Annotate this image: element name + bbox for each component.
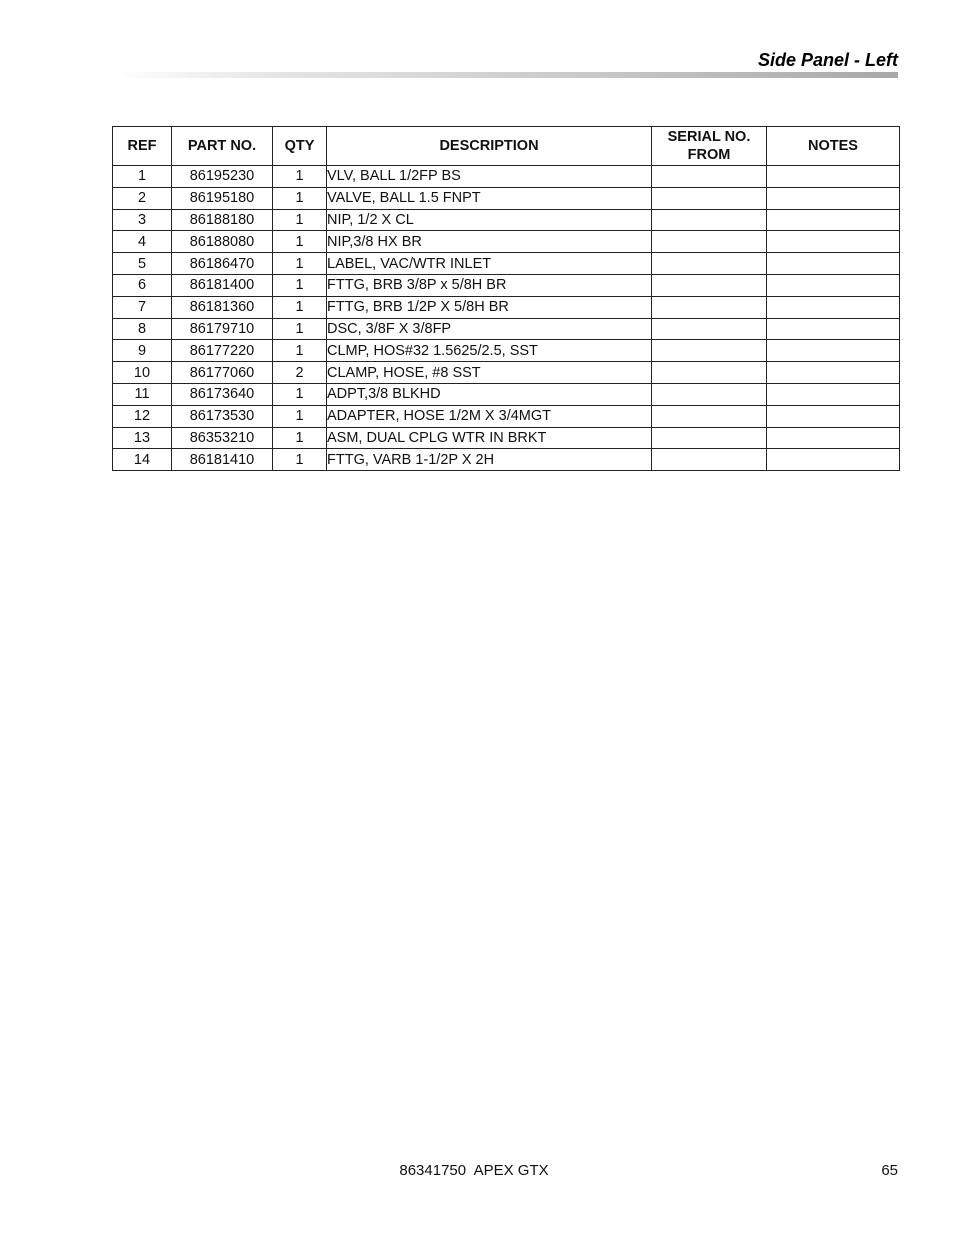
- cell-ref: 6: [113, 274, 172, 296]
- header-rule: [112, 72, 898, 78]
- cell-serial-from: [652, 231, 767, 253]
- cell-serial-from: [652, 340, 767, 362]
- cell-ref: 13: [113, 427, 172, 449]
- col-part-no-header: PART NO.: [172, 127, 273, 166]
- cell-ref: 10: [113, 362, 172, 384]
- cell-qty: 2: [273, 362, 327, 384]
- cell-qty: 1: [273, 383, 327, 405]
- cell-serial-from: [652, 209, 767, 231]
- cell-part-no: 86177060: [172, 362, 273, 384]
- cell-ref: 7: [113, 296, 172, 318]
- cell-part-no: 86177220: [172, 340, 273, 362]
- cell-qty: 1: [273, 296, 327, 318]
- cell-qty: 1: [273, 449, 327, 471]
- table-row: [113, 253, 900, 275]
- cell-part-no: 86181400: [172, 274, 273, 296]
- col-description-header: DESCRIPTION: [327, 127, 652, 166]
- footer-doc-id-text: 86341750 APEX GTX: [399, 1162, 549, 1179]
- cell-notes: [767, 296, 900, 318]
- cell-serial-from: [652, 274, 767, 296]
- cell-qty: 1: [273, 405, 327, 427]
- cell-description: VLV, BALL 1/2FP BS: [327, 166, 652, 188]
- cell-part-no: 86353210: [172, 427, 273, 449]
- cell-part-no: 86181410: [172, 449, 273, 471]
- cell-part-no: 86186470: [172, 253, 273, 275]
- table-row: [113, 383, 900, 405]
- cell-serial-from: [652, 383, 767, 405]
- cell-ref: 14: [113, 449, 172, 471]
- cell-notes: [767, 209, 900, 231]
- cell-qty: 1: [273, 274, 327, 296]
- cell-description: DSC, 3/8F X 3/8FP: [327, 318, 652, 340]
- table-row: [113, 362, 900, 384]
- table-row: [113, 231, 900, 253]
- cell-notes: [767, 318, 900, 340]
- col-serial-header-line2: FROM: [687, 147, 731, 163]
- cell-notes: [767, 340, 900, 362]
- cell-notes: [767, 187, 900, 209]
- cell-notes: [767, 383, 900, 405]
- cell-notes: [767, 449, 900, 471]
- cell-part-no: 86179710: [172, 318, 273, 340]
- cell-serial-from: [652, 187, 767, 209]
- cell-description: FTTG, VARB 1-1/2P X 2H: [327, 449, 652, 471]
- page-title: Side Panel - Left: [757, 50, 898, 70]
- page-header: [0, 44, 898, 80]
- table-row: [113, 318, 900, 340]
- cell-part-no: 86195230: [172, 166, 273, 188]
- cell-serial-from: [652, 318, 767, 340]
- cell-serial-from: [652, 166, 767, 188]
- cell-qty: 1: [273, 187, 327, 209]
- cell-serial-from: [652, 427, 767, 449]
- page-number: 65: [881, 1162, 898, 1179]
- table-row: [113, 274, 900, 296]
- table-row: [113, 427, 900, 449]
- cell-ref: 12: [113, 405, 172, 427]
- table-row: [113, 166, 900, 188]
- header-row: [113, 127, 900, 166]
- cell-serial-from: [652, 296, 767, 318]
- col-serial-header-line1: SERIAL NO.: [667, 129, 751, 145]
- table-row: [113, 209, 900, 231]
- footer-doc-id: [0, 1162, 954, 1179]
- cell-part-no: 86188180: [172, 209, 273, 231]
- parts-table: [112, 126, 900, 471]
- cell-ref: 4: [113, 231, 172, 253]
- cell-qty: 1: [273, 340, 327, 362]
- cell-serial-from: [652, 405, 767, 427]
- cell-notes: [767, 362, 900, 384]
- cell-description: CLAMP, HOSE, #8 SST: [327, 362, 652, 384]
- table-row: [113, 296, 900, 318]
- cell-description: FTTG, BRB 1/2P X 5/8H BR: [327, 296, 652, 318]
- cell-serial-from: [652, 362, 767, 384]
- cell-description: ADPT,3/8 BLKHD: [327, 383, 652, 405]
- cell-description: ASM, DUAL CPLG WTR IN BRKT: [327, 427, 652, 449]
- cell-qty: 1: [273, 318, 327, 340]
- parts-table-header: [113, 127, 900, 166]
- cell-ref: 8: [113, 318, 172, 340]
- cell-description: FTTG, BRB 3/8P x 5/8H BR: [327, 274, 652, 296]
- col-qty-header: QTY: [273, 127, 327, 166]
- cell-qty: 1: [273, 166, 327, 188]
- cell-notes: [767, 253, 900, 275]
- col-ref-header: REF: [113, 127, 172, 166]
- cell-notes: [767, 405, 900, 427]
- cell-part-no: 86173530: [172, 405, 273, 427]
- cell-ref: 5: [113, 253, 172, 275]
- cell-part-no: 86181360: [172, 296, 273, 318]
- cell-description: VALVE, BALL 1.5 FNPT: [327, 187, 652, 209]
- cell-notes: [767, 166, 900, 188]
- cell-qty: 1: [273, 253, 327, 275]
- cell-ref: 1: [113, 166, 172, 188]
- cell-qty: 1: [273, 209, 327, 231]
- cell-ref: 2: [113, 187, 172, 209]
- table-row: [113, 340, 900, 362]
- table-row: [113, 449, 900, 471]
- cell-qty: 1: [273, 231, 327, 253]
- table-row: [113, 187, 900, 209]
- cell-qty: 1: [273, 427, 327, 449]
- parts-table-body: [113, 166, 900, 471]
- cell-ref: 11: [113, 383, 172, 405]
- cell-part-no: 86195180: [172, 187, 273, 209]
- cell-ref: 3: [113, 209, 172, 231]
- table-row: [113, 405, 900, 427]
- cell-description: NIP,3/8 HX BR: [327, 231, 652, 253]
- cell-ref: 9: [113, 340, 172, 362]
- cell-part-no: 86173640: [172, 383, 273, 405]
- cell-notes: [767, 427, 900, 449]
- cell-description: ADAPTER, HOSE 1/2M X 3/4MGT: [327, 405, 652, 427]
- cell-description: LABEL, VAC/WTR INLET: [327, 253, 652, 275]
- col-serial-header: [652, 127, 767, 166]
- cell-notes: [767, 231, 900, 253]
- cell-serial-from: [652, 449, 767, 471]
- cell-notes: [767, 274, 900, 296]
- cell-description: CLMP, HOS#32 1.5625/2.5, SST: [327, 340, 652, 362]
- cell-description: NIP, 1/2 X CL: [327, 209, 652, 231]
- cell-serial-from: [652, 253, 767, 275]
- cell-part-no: 86188080: [172, 231, 273, 253]
- col-notes-header: NOTES: [767, 127, 900, 166]
